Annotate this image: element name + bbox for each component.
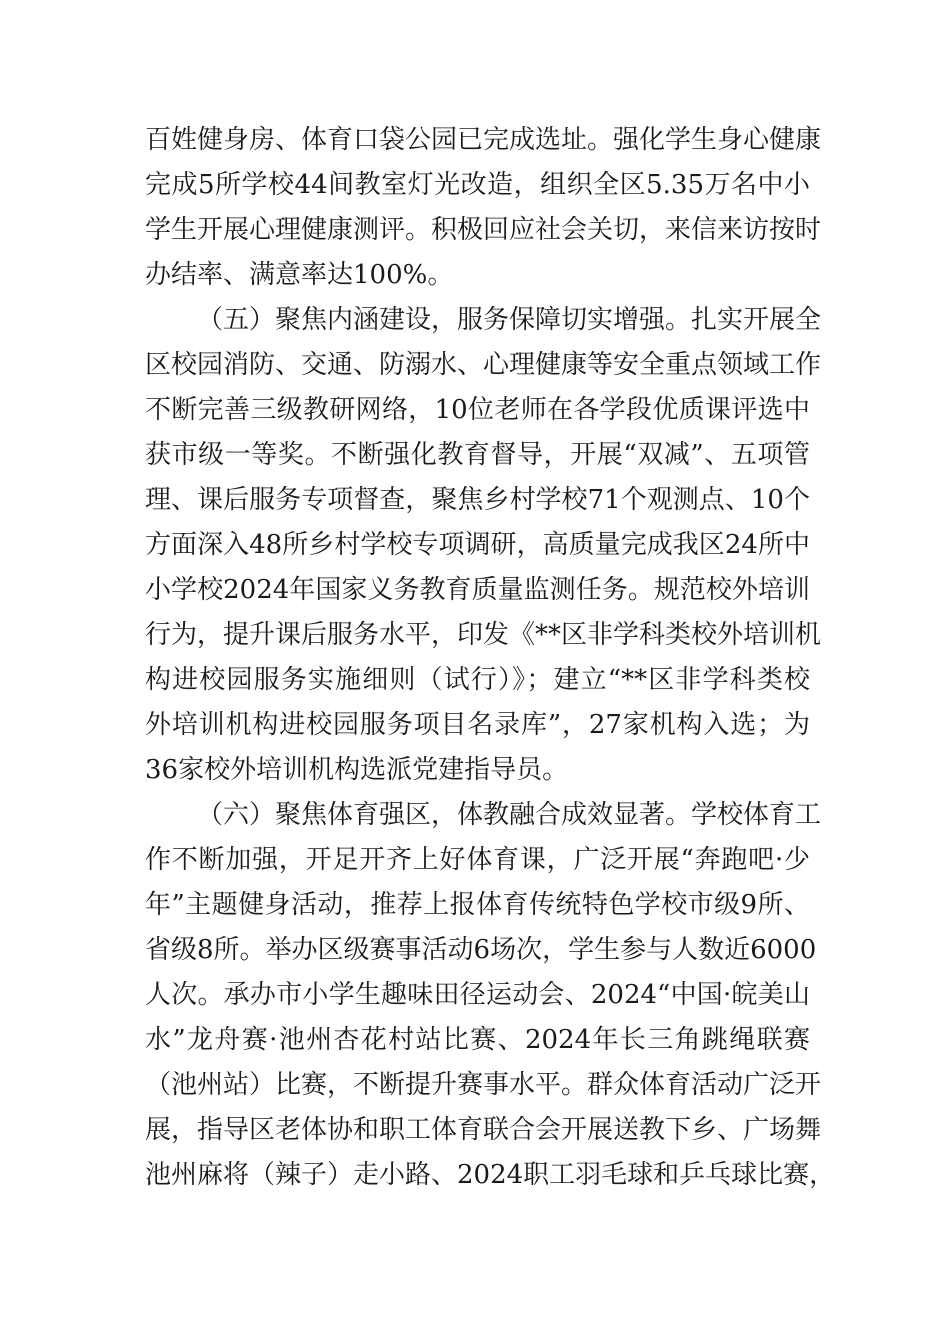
text-line: 不断完善三级教研网络，10位老师在各学段优质课评选中: [145, 395, 810, 425]
text-line: 水”龙舟赛·池州杏花村站比赛、2024年长三角跳绳联赛: [145, 1025, 810, 1055]
text-line: （池州站）比赛，不断提升赛事水平。群众体育活动广泛开: [145, 1070, 822, 1100]
text-line: 完成5所学校44间教室灯光改造，组织全区5.35万名中小: [145, 170, 810, 200]
text-line: 作不断加强，开足开齐上好体育课，广泛开展“奔跑吧·少: [145, 845, 810, 875]
text-line: 理、课后服务专项督查，聚焦乡村学校71个观测点、10个: [145, 485, 810, 515]
text-line: 年”主题健身活动，推荐上报体育传统特色学校市级9所、: [145, 890, 810, 920]
text-line: 人次。承办市小学生趣味田径运动会、2024“中国·皖美山: [145, 980, 810, 1010]
text-line: 区校园消防、交通、防溺水、心理健康等安全重点领域工作: [145, 350, 822, 380]
text-line: 方面深入48所乡村学校专项调研，高质量完成我区24所中: [145, 530, 810, 560]
text-line: 展，指导区老体协和职工体育联合会开展送教下乡、广场舞: [145, 1115, 822, 1145]
text-line: 构进校园服务实施细则（试行）》；建立“**区非学科类校: [145, 665, 810, 695]
section-heading-line: （六）聚焦体育强区，体教融合成效显著。学校体育工: [197, 800, 822, 830]
text-line: 池州麻将（辣子）走小路、2024职工羽毛球和乒乓球比赛，: [145, 1160, 836, 1190]
text-line: 小学校2024年国家义务教育质量监测任务。规范校外培训: [145, 575, 810, 605]
section-heading-line: （五）聚焦内涵建设，服务保障切实增强。扎实开展全: [197, 305, 822, 335]
text-line: 36家校外培训机构选派党建指导员。: [145, 755, 569, 785]
text-line: 百姓健身房、体育口袋公园已完成选址。强化学生身心健康: [145, 125, 822, 155]
text-line: 办结率、满意率达100%。: [145, 260, 454, 290]
text-line: 省级8所。举办区级赛事活动6场次，学生参与人数近6000: [145, 935, 817, 965]
text-line: 外培训机构进校园服务项目名录库”，27家机构入选；为: [145, 710, 810, 740]
text-line: 获市级一等奖。不断强化教育督导，开展“双减”、五项管: [145, 440, 810, 470]
text-line: 学生开展心理健康测评。积极回应社会关切，来信来访按时: [145, 215, 822, 245]
text-line: 行为，提升课后服务水平，印发《**区非学科类校外培训机: [145, 620, 822, 650]
